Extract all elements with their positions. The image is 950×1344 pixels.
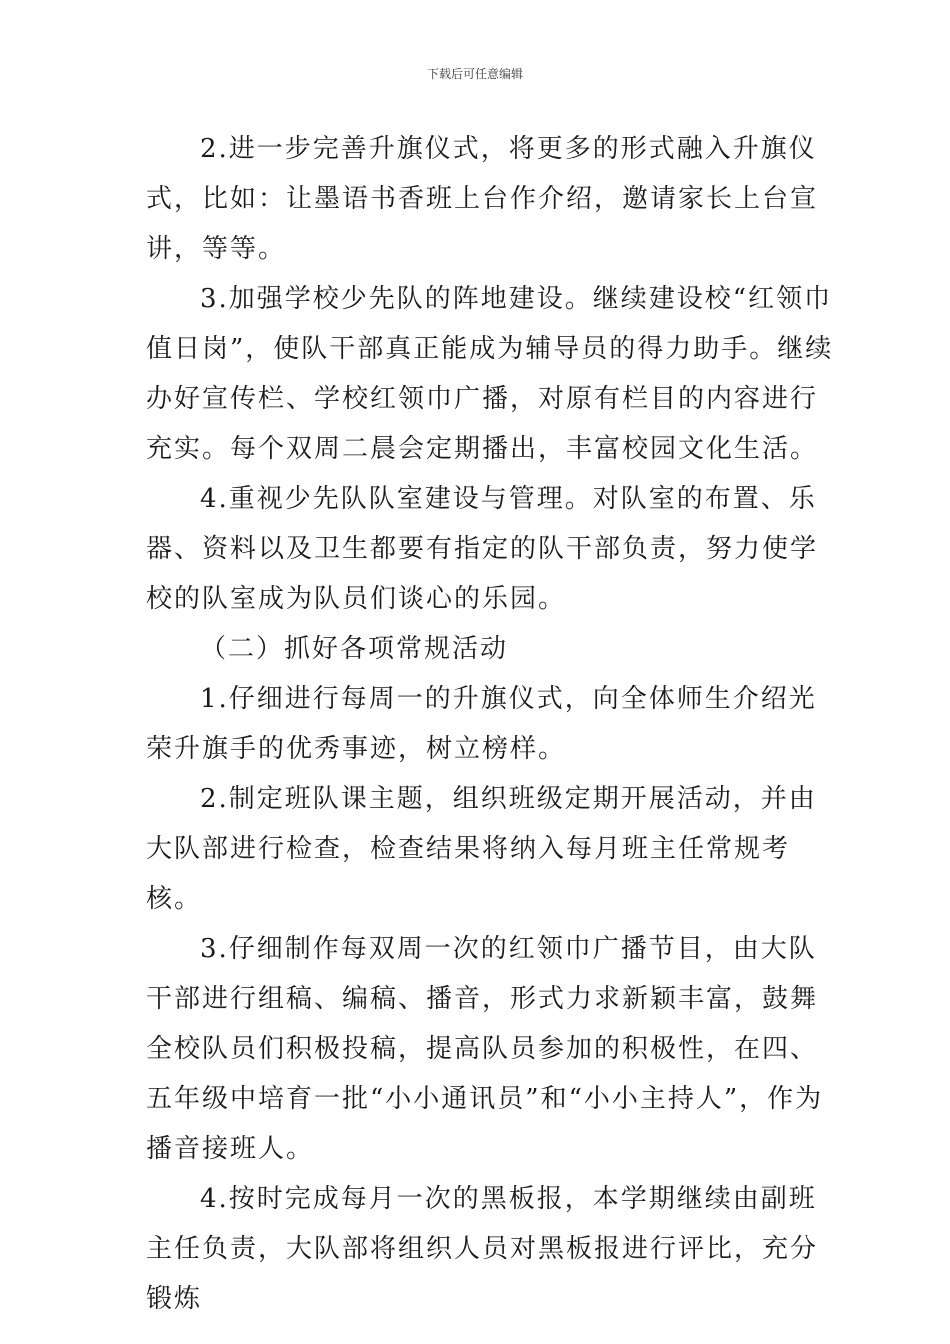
- paragraph-item-2-flag-ceremony: 2.进一步完善升旗仪式，将更多的形式融入升旗仪式，比如：让墨语书香班上台作介绍，邀请家长上台宣讲，等等。: [146, 134, 819, 264]
- paragraph-item-2-class-topics: 2.制定班队课主题，组织班级定期开展活动，并由大队部进行检查，检查结果将纳入每月班主任常规考核。: [146, 784, 817, 914]
- document-body: [146, 124, 836, 1324]
- header-note: 下载后可任意编辑: [426, 67, 523, 81]
- paragraph-item-1-monday-flag: 1.仔细进行每周一的升旗仪式，向全体师生介绍光荣升旗手的优秀事迹，树立榜样。: [146, 684, 817, 764]
- paragraph-item-4-blackboard: 4.按时完成每月一次的黑板报，本学期继续由副班主任负责，大队部将组织人员对黑板报进行评比，充分锻炼: [146, 1184, 819, 1314]
- section-heading-routine-activities: （二）抓好各项常规活动: [200, 634, 509, 664]
- paragraph-item-3-position-building: 3.加强学校少先队的阵地建设。继续建设校“红领巾值日岗”，使队干部真正能成为辅导员的得力助手。继续办好宣传栏、学校红领巾广播，对原有栏目的内容进行充实。每个双周二晨会定期播出，丰富校园文化生活。: [146, 284, 834, 464]
- paragraph-item-4-team-room: 4.重视少先队队室建设与管理。对队室的布置、乐器、资料以及卫生都要有指定的队干部负责，努力使学校的队室成为队员们谈心的乐园。: [146, 484, 819, 614]
- paragraph-item-3-radio-program: 3.仔细制作每双周一次的红领巾广播节目，由大队干部进行组稿、编稿、播音，形式力求新颖丰富，鼓舞全校队员们积极投稿，提高队员参加的积极性，在四、五年级中培育一批“小小通讯员”和“小小主持人”，作为播音接班人。: [146, 934, 824, 1164]
